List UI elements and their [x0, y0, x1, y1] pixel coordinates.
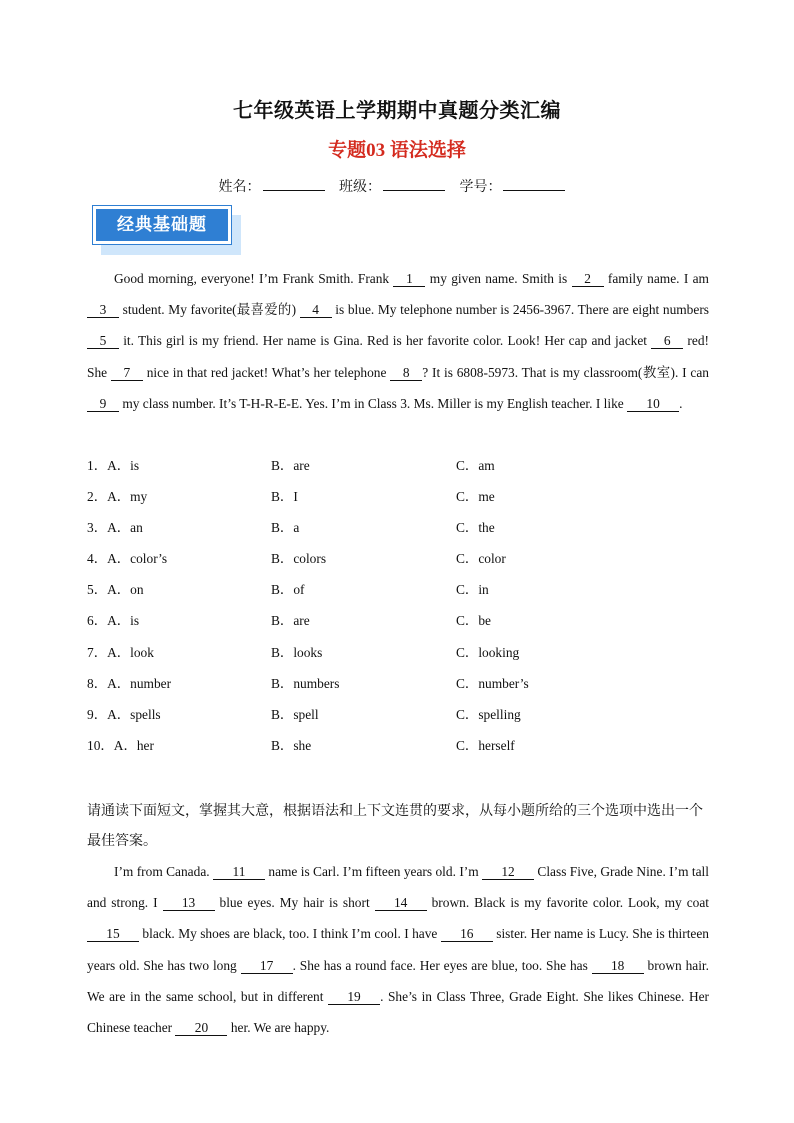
- passage-text: Good morning, everyone! I’m Frank Smith. Frank 1 my given name. Smith is 2 family name. I am 3 student. My favorite(最喜爱的) 4 is blue. My telephone number is 2456-3967. There are eight numbers 5 it. This girl is my friend. Her name is Gina. Red is her favorite color. Look! Her cap and jacket 6 red! She 7 nice in that red jacket! What’s her telephone 8 ? It is 6808-5973. That is my classroom(教室). I can 9 my class number. It’s T-H-R-E-E. Yes. I’m in Class 3. Ms. Miller is my English teacher. I like 10 .: [87, 271, 709, 411]
- passage-text: I’m from Canada. 11 name is Carl. I’m fifteen years old. I’m 12 Class Five, Grade Nine. I’m tall and strong. I 13 blue eyes. My hair is short 14 brown. Black is my favorite color. Look, my coat 15 black. My shoes are black, too. I think I’m cool. I have 16 sister. Her name is Lucy. She is thirteen years old. She has two long 17 . She has a round face. Her eyes are blue, too. She has 18 brown hair. We are in the same school, but in different 19 . She’s in Class Three, Grade Eight. She likes Chinese. Her Chinese teacher 20 her. We are happy.: [87, 864, 710, 1036]
- section-badge: [93, 206, 243, 256]
- answer-blank-7[interactable]: 7: [111, 366, 143, 381]
- answer-blank-5[interactable]: 5: [87, 334, 119, 349]
- option-c[interactable]: C．looking: [456, 644, 520, 660]
- answer-blank-11[interactable]: 11: [213, 865, 265, 880]
- options-list: [87, 450, 707, 761]
- option-a[interactable]: 6．A．is: [87, 613, 140, 629]
- option-b[interactable]: B．looks: [271, 644, 323, 660]
- student-info-line: [0, 176, 794, 196]
- badge-label: 经典基础题: [117, 215, 207, 235]
- answer-blank-12[interactable]: 12: [482, 865, 534, 880]
- answer-blank-15[interactable]: 15: [87, 927, 139, 942]
- option-c[interactable]: C．spelling: [456, 706, 521, 722]
- question-row-10: [87, 730, 707, 761]
- option-c[interactable]: C．be: [456, 613, 491, 629]
- id-label: 学号：: [459, 179, 502, 195]
- question-row-6: [87, 605, 707, 636]
- option-a[interactable]: 5．A．on: [87, 582, 144, 598]
- answer-blank-20[interactable]: 20: [175, 1021, 227, 1036]
- option-a[interactable]: 1．A．is: [87, 458, 140, 473]
- passage-1: [87, 263, 709, 419]
- option-a[interactable]: 4．A．color’s: [87, 551, 168, 567]
- answer-blank-9[interactable]: 9: [87, 397, 119, 412]
- name-blank[interactable]: [263, 178, 325, 191]
- option-b[interactable]: B．she: [271, 737, 312, 753]
- answer-blank-13[interactable]: 13: [163, 896, 215, 911]
- passage-2: [87, 856, 709, 1043]
- section-subtitle: 专题03 语法选择: [328, 140, 466, 161]
- answer-blank-10[interactable]: 10: [627, 397, 679, 412]
- question-row-4: [87, 543, 707, 574]
- option-b[interactable]: B．of: [271, 582, 305, 598]
- answer-blank-19[interactable]: 19: [328, 990, 380, 1005]
- option-c[interactable]: C．number’s: [456, 675, 529, 691]
- option-b[interactable]: B．a: [271, 520, 300, 536]
- question-row-8: [87, 668, 707, 699]
- id-blank[interactable]: [503, 178, 565, 191]
- question-row-5: [87, 574, 707, 605]
- answer-blank-3[interactable]: 3: [87, 303, 119, 318]
- option-b[interactable]: B．I: [271, 489, 298, 505]
- answer-blank-17[interactable]: 17: [241, 959, 293, 974]
- option-a[interactable]: 7．A．look: [87, 644, 154, 660]
- answer-blank-18[interactable]: 18: [592, 959, 644, 974]
- question-row-2: [87, 481, 707, 512]
- question-row-9: [87, 699, 707, 730]
- option-b[interactable]: B．are: [271, 613, 310, 629]
- option-a[interactable]: 2．A．my: [87, 489, 148, 505]
- name-label: 姓名：: [218, 179, 261, 195]
- class-label: 班级：: [339, 179, 381, 195]
- answer-blank-1[interactable]: 1: [393, 272, 425, 287]
- question-row-7: [87, 637, 707, 668]
- option-c[interactable]: C．am: [456, 458, 495, 473]
- question-row-3: [87, 512, 707, 543]
- question-row-1: [87, 450, 707, 481]
- option-b[interactable]: B．are: [271, 458, 310, 473]
- page-title: 七年级英语上学期期中真题分类汇编: [233, 100, 561, 122]
- option-b[interactable]: B．spell: [271, 706, 319, 722]
- answer-blank-2[interactable]: 2: [572, 272, 604, 287]
- option-c[interactable]: C．color: [456, 551, 506, 567]
- option-a[interactable]: 9．A．spells: [87, 706, 161, 722]
- answer-blank-8[interactable]: 8: [390, 366, 422, 381]
- option-b[interactable]: B．colors: [271, 551, 327, 567]
- class-blank[interactable]: [383, 178, 445, 191]
- option-b[interactable]: B．numbers: [271, 675, 340, 691]
- answer-blank-14[interactable]: 14: [375, 896, 427, 911]
- answer-blank-4[interactable]: 4: [300, 303, 332, 318]
- option-c[interactable]: C．the: [456, 520, 495, 536]
- option-c[interactable]: C．me: [456, 489, 495, 505]
- answer-blank-16[interactable]: 16: [441, 927, 493, 942]
- option-a[interactable]: 8．A．number: [87, 675, 172, 691]
- instruction-text: 请通读下面短文，掌握其大意，根据语法和上下文连贯的要求，从每小题所给的三个选项中选出一个最佳答案。: [87, 803, 703, 849]
- option-a[interactable]: 10．A．her: [87, 737, 154, 753]
- answer-blank-6[interactable]: 6: [651, 334, 683, 349]
- option-c[interactable]: C．herself: [456, 737, 515, 753]
- option-a[interactable]: 3．A．an: [87, 520, 143, 536]
- option-c[interactable]: C．in: [456, 582, 489, 598]
